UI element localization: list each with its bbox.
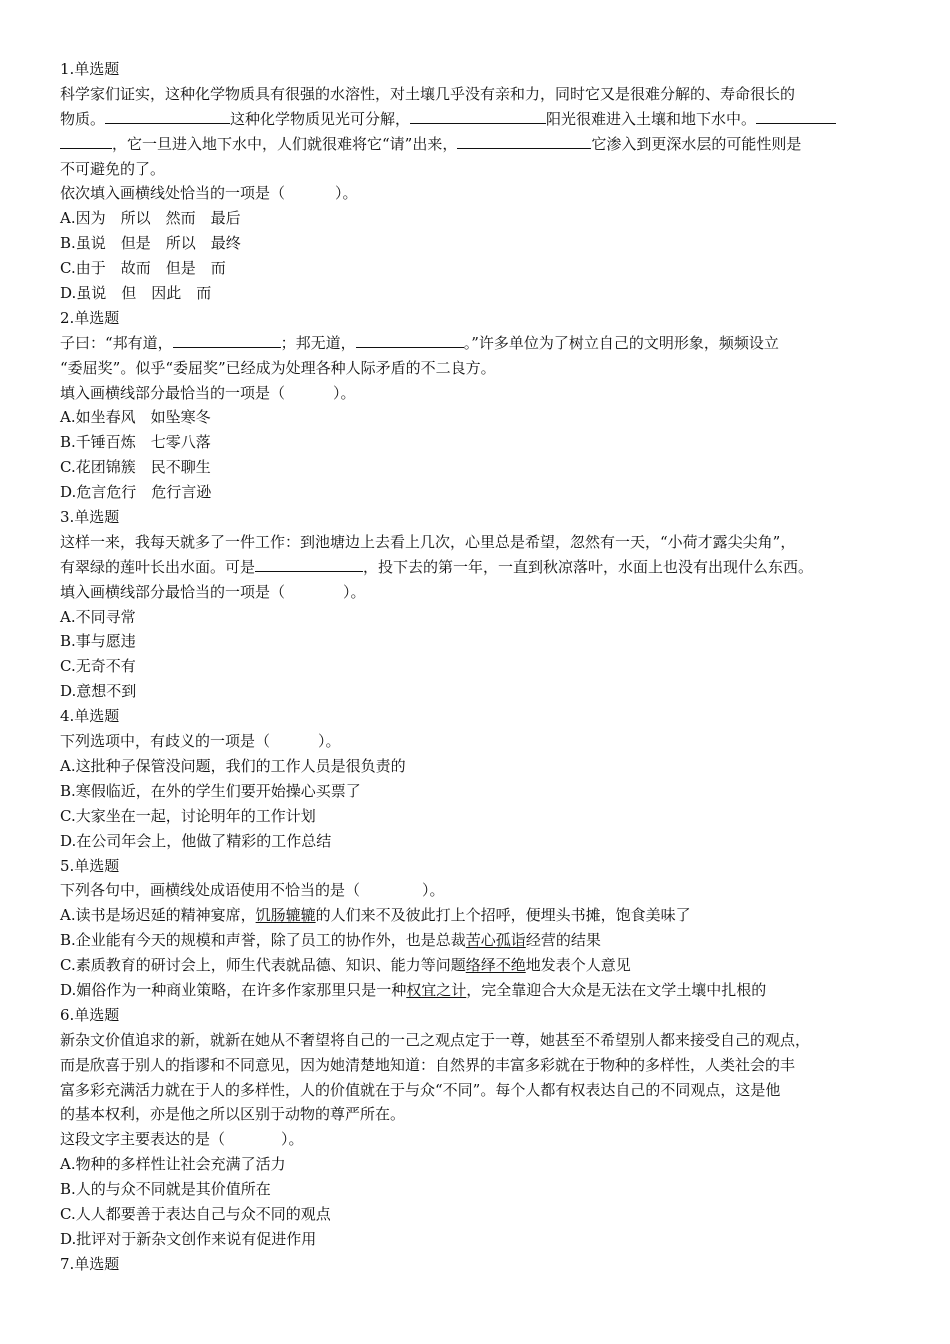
q6-passage-line-2: 而是欣喜于别人的指谬和不同意见，因为她清楚地知道：自然界的丰富多彩就在于物种的多样性，人类社会的丰 (60, 1055, 796, 1074)
q4-option-c[interactable]: C.大家坐在一起，讨论明年的工作计划 (60, 806, 316, 825)
q1-option-b[interactable]: B.虽说 但是 所以 最终 (60, 234, 241, 253)
q7-header: 7.单选题 (60, 1254, 120, 1273)
q4-header: 4.单选题 (60, 707, 120, 726)
q6-option-a[interactable]: A.物种的多样性让社会充满了活力 (60, 1155, 286, 1174)
underlined-idiom: 络绎不绝 (465, 956, 526, 975)
q5-option-b[interactable]: B.企业能有今天的规模和声誉，除了员工的协作外，也是总裁苦心孤诣经营的结果 (60, 931, 601, 950)
q2-passage-line-2: “委屈奖”。似乎“委屈奖”已经成为处理各种人际矛盾的不二良方。 (60, 358, 496, 377)
underlined-idiom: 权宜之计 (406, 980, 467, 999)
q6-option-d[interactable]: D.批评对于新杂文创作来说有促进作用 (60, 1229, 317, 1248)
q3-passage-line-2: 有翠绿的莲叶长出水面。可是 ，投下去的第一年，一直到秋凉落叶，水面上也没有出现什么东西。 (60, 557, 814, 576)
q4-option-d[interactable]: D.在公司年会上，他做了精彩的工作总结 (60, 831, 332, 850)
q2-option-c[interactable]: C.花团锦簇 民不聊生 (60, 458, 211, 477)
q1-passage-line-4: 不可避免的了。 (60, 159, 166, 178)
q5-option-a[interactable]: A.读书是场迟延的精神宴席，饥肠辘辘的人们来不及彼此打上个招呼，便埋头书摊，饱食美味了 (60, 906, 691, 925)
q3-option-c[interactable]: C.无奇不有 (60, 657, 136, 676)
q4-option-a[interactable]: A.这批种子保管没问题，我们的工作人员是很负责的 (60, 756, 406, 775)
q4-prompt: 下列选项中，有歧义的一项是（ ）。 (60, 732, 341, 751)
q4-option-b[interactable]: B.寒假临近，在外的学生们要开始操心买票了 (60, 781, 361, 800)
answer-blank (105, 108, 230, 124)
answer-blank (356, 332, 464, 348)
q3-prompt: 填入画横线部分最恰当的一项是（ ）。 (60, 582, 366, 601)
q6-passage-line-3: 富多彩充满活力就在于人的多样性，人的价值就在于与众“不同”。每个人都有权表达自己的不同观点，这是他 (60, 1080, 781, 1099)
q6-passage-line-1: 新杂文价值追求的新，就新在她从不奢望将自己的一己之观点定于一尊，她甚至不希望别人都来接受自己的观点， (60, 1030, 811, 1049)
answer-blank (457, 133, 591, 149)
q1-option-c[interactable]: C.由于 故而 但是 而 (60, 259, 226, 278)
q1-passage-line-1: 科学家们证实，这种化学物质具有很强的水溶性，对土壤几乎没有亲和力，同时它又是很难分解的、寿命很长的 (60, 84, 796, 103)
q6-prompt: 这段文字主要表达的是（ ）。 (60, 1130, 304, 1149)
q3-option-a[interactable]: A.不同寻常 (60, 607, 136, 626)
q6-option-c[interactable]: C.人人都要善于表达自己与众不同的观点 (60, 1204, 331, 1223)
q5-option-c[interactable]: C.素质教育的研讨会上，师生代表就品德、知识、能力等问题络绎不绝地发表个人意见 (60, 956, 631, 975)
q5-prompt: 下列各句中，画横线处成语使用不恰当的是（ ）。 (60, 881, 445, 900)
q1-header: 1.单选题 (60, 60, 120, 78)
answer-blank (756, 108, 836, 124)
q3-option-d[interactable]: D.意想不到 (60, 682, 137, 701)
q1-prompt: 依次填入画横线处恰当的一项是（ ）。 (60, 184, 358, 203)
answer-blank (255, 556, 363, 572)
q3-option-b[interactable]: B.事与愿违 (60, 632, 136, 651)
underlined-idiom: 苦心孤诣 (465, 931, 526, 950)
document-page (60, 57, 890, 1277)
q3-passage-line-1: 这样一来，我每天就多了一件工作：到池塘边上去看上几次，心里总是希望，忽然有一天，“小荷才露尖尖角”， (60, 532, 796, 551)
q3-header: 3.单选题 (60, 508, 120, 527)
q6-passage-line-4: 的基本权利，亦是他之所以区别于动物的尊严所在。 (60, 1105, 406, 1124)
answer-blank (173, 332, 281, 348)
q1-option-d[interactable]: D.虽说 但 因此 而 (60, 284, 212, 303)
q2-header: 2.单选题 (60, 308, 120, 327)
q2-prompt: 填入画横线部分最恰当的一项是（ ）。 (60, 383, 356, 402)
q1-option-a[interactable]: A.因为 所以 然而 最后 (60, 209, 241, 228)
underlined-idiom: 饥肠辘辘 (255, 906, 316, 925)
q1-passage-line-2: 物质。 这种化学物质见光可分解， 阳光很难进入土壤和地下水中。 (60, 107, 890, 132)
q6-header: 6.单选题 (60, 1005, 120, 1024)
q5-option-d[interactable]: D.媚俗作为一种商业策略，在许多作家那里只是一种权宜之计，完全靠迎合大众是无法在文学土壤中扎根的 (60, 980, 767, 999)
answer-blank (60, 133, 112, 149)
answer-blank (410, 108, 546, 124)
q2-option-a[interactable]: A.如坐春风 如坠寒冬 (60, 408, 211, 427)
q5-header: 5.单选题 (60, 856, 120, 875)
q1-passage-line-3: ，它一旦进入地下水中，人们就很难将它“请”出来， 它渗入到更深水层的可能性则是 (60, 132, 890, 157)
q2-option-b[interactable]: B.千锤百炼 七零八落 (60, 433, 211, 452)
q6-option-b[interactable]: B.人的与众不同就是其价值所在 (60, 1180, 271, 1199)
q2-option-d[interactable]: D.危言危行 危行言逊 (60, 483, 212, 502)
q2-passage-line-1: 子曰：“邦有道， ；邦无道， 。”许多单位为了树立自己的文明形象，频频设立 (60, 333, 779, 352)
